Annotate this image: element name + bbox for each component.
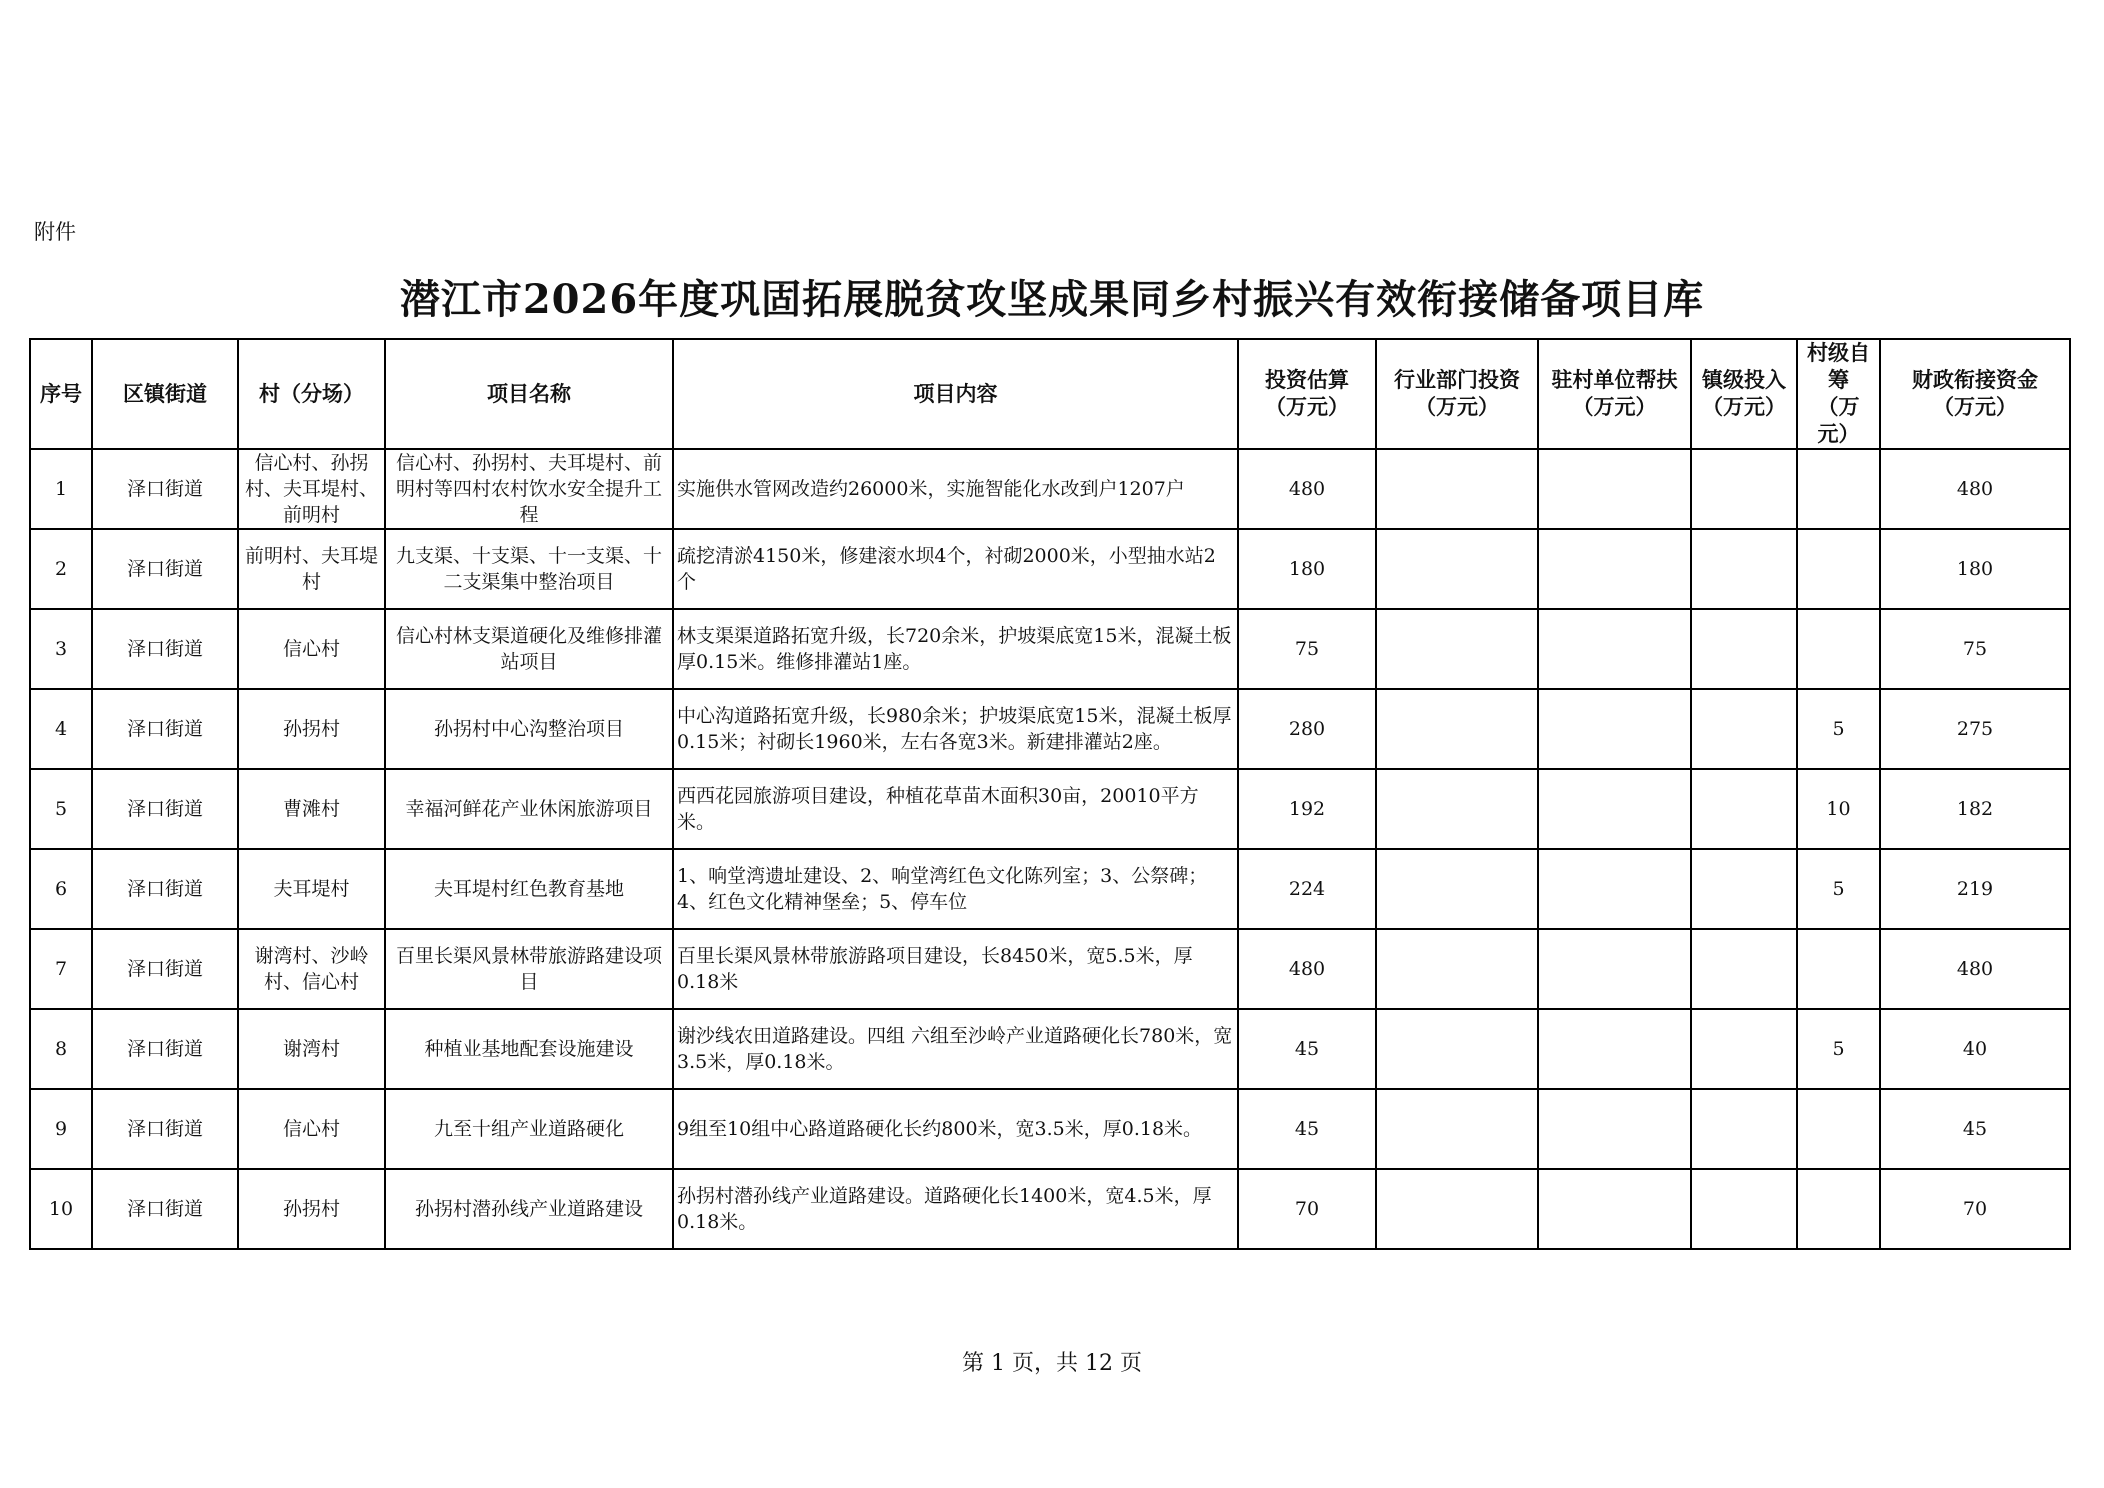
page-title: 潜江市2026年度巩固拓展脱贫攻坚成果同乡村振兴有效衔接储备项目库 bbox=[399, 276, 1705, 323]
table-row bbox=[30, 689, 2070, 769]
cell-district: 泽口街道 bbox=[92, 1009, 238, 1089]
cell-investment: 480 bbox=[1238, 929, 1376, 1009]
project-table bbox=[29, 338, 2071, 1250]
cell-project-name: 百里长渠风景林带旅游路建设项目 bbox=[385, 929, 673, 1009]
cell-district: 泽口街道 bbox=[92, 849, 238, 929]
cell-industry bbox=[1376, 849, 1538, 929]
cell-seq: 9 bbox=[30, 1089, 92, 1169]
table-body bbox=[30, 449, 2070, 1249]
header-unit: （万元） bbox=[1572, 395, 1657, 419]
cell-seq: 7 bbox=[30, 929, 92, 1009]
cell-station bbox=[1538, 1009, 1691, 1089]
header-unit: （万元） bbox=[1415, 395, 1499, 419]
cell-district: 泽口街道 bbox=[92, 769, 238, 849]
cell-industry bbox=[1376, 609, 1538, 689]
header-seq: 序号 bbox=[30, 339, 92, 449]
header-investment-label: 投资估算 bbox=[1265, 368, 1349, 392]
cell-investment: 180 bbox=[1238, 529, 1376, 609]
cell-town bbox=[1691, 689, 1797, 769]
table-row bbox=[30, 449, 2070, 529]
header-unit: （万元） bbox=[1933, 395, 2017, 419]
cell-district: 泽口街道 bbox=[92, 609, 238, 689]
cell-industry bbox=[1376, 529, 1538, 609]
cell-village: 前明村、夫耳堤村 bbox=[238, 529, 385, 609]
cell-project-name: 信心村林支渠道硬化及维修排灌站项目 bbox=[385, 609, 673, 689]
cell-fiscal: 480 bbox=[1880, 449, 2070, 529]
cell-village-self: 5 bbox=[1797, 1009, 1880, 1089]
cell-project-name: 九至十组产业道路硬化 bbox=[385, 1089, 673, 1169]
table-row bbox=[30, 1009, 2070, 1089]
cell-project-content: 1、响堂湾遗址建设、2、响堂湾红色文化陈列室；3、公祭碑；4、红色文化精神堡垒；5、停车位 bbox=[673, 849, 1238, 929]
header-unit: （万元） bbox=[1265, 395, 1349, 419]
cell-town bbox=[1691, 1009, 1797, 1089]
cell-village: 信心村 bbox=[238, 1089, 385, 1169]
cell-village: 曹滩村 bbox=[238, 769, 385, 849]
table-row bbox=[30, 769, 2070, 849]
header-fiscal bbox=[1880, 339, 2070, 449]
table-row bbox=[30, 609, 2070, 689]
cell-village-self bbox=[1797, 1169, 1880, 1249]
cell-station bbox=[1538, 609, 1691, 689]
cell-investment: 192 bbox=[1238, 769, 1376, 849]
header-village-self-label: 村级自筹 bbox=[1807, 341, 1870, 392]
header-investment bbox=[1238, 339, 1376, 449]
cell-village-self: 5 bbox=[1797, 689, 1880, 769]
cell-investment: 45 bbox=[1238, 1089, 1376, 1169]
cell-village-self bbox=[1797, 929, 1880, 1009]
header-town bbox=[1691, 339, 1797, 449]
cell-project-name: 夫耳堤村红色教育基地 bbox=[385, 849, 673, 929]
cell-village: 孙拐村 bbox=[238, 1169, 385, 1249]
page-footer: 第 1 页，共 12 页 bbox=[962, 1351, 1142, 1376]
header-unit: （万元） bbox=[1817, 395, 1860, 446]
cell-district: 泽口街道 bbox=[92, 529, 238, 609]
cell-industry bbox=[1376, 1169, 1538, 1249]
cell-station bbox=[1538, 769, 1691, 849]
cell-station bbox=[1538, 929, 1691, 1009]
cell-project-content: 中心沟道路拓宽升级，长980余米；护坡渠底宽15米，混凝土板厚0.15米；衬砌长1960米，左右各宽3米。新建排灌站2座。 bbox=[673, 689, 1238, 769]
table-row bbox=[30, 929, 2070, 1009]
cell-fiscal: 40 bbox=[1880, 1009, 2070, 1089]
header-station-label: 驻村单位帮扶 bbox=[1551, 368, 1678, 392]
header-industry bbox=[1376, 339, 1538, 449]
cell-station bbox=[1538, 1169, 1691, 1249]
cell-district: 泽口街道 bbox=[92, 449, 238, 529]
cell-district: 泽口街道 bbox=[92, 1089, 238, 1169]
cell-seq: 10 bbox=[30, 1169, 92, 1249]
header-district: 区镇街道 bbox=[92, 339, 238, 449]
cell-industry bbox=[1376, 1009, 1538, 1089]
cell-district: 泽口街道 bbox=[92, 1169, 238, 1249]
cell-investment: 70 bbox=[1238, 1169, 1376, 1249]
cell-seq: 4 bbox=[30, 689, 92, 769]
header-station bbox=[1538, 339, 1691, 449]
header-project-name: 项目名称 bbox=[385, 339, 673, 449]
cell-project-name: 种植业基地配套设施建设 bbox=[385, 1009, 673, 1089]
cell-investment: 45 bbox=[1238, 1009, 1376, 1089]
cell-industry bbox=[1376, 769, 1538, 849]
table-row bbox=[30, 1089, 2070, 1169]
table-row bbox=[30, 529, 2070, 609]
cell-village-self: 10 bbox=[1797, 769, 1880, 849]
table-row bbox=[30, 849, 2070, 929]
cell-project-content: 实施供水管网改造约26000米，实施智能化水改到户1207户 bbox=[673, 449, 1238, 529]
cell-industry bbox=[1376, 689, 1538, 769]
cell-project-name: 孙拐村潜孙线产业道路建设 bbox=[385, 1169, 673, 1249]
cell-seq: 3 bbox=[30, 609, 92, 689]
cell-town bbox=[1691, 929, 1797, 1009]
cell-project-name: 幸福河鲜花产业休闲旅游项目 bbox=[385, 769, 673, 849]
header-village-self bbox=[1797, 339, 1880, 449]
cell-fiscal: 275 bbox=[1880, 689, 2070, 769]
cell-fiscal: 182 bbox=[1880, 769, 2070, 849]
cell-town bbox=[1691, 1089, 1797, 1169]
cell-project-name: 信心村、孙拐村、夫耳堤村、前明村等四村农村饮水安全提升工程 bbox=[385, 449, 673, 529]
cell-village: 谢湾村、沙岭村、信心村 bbox=[238, 929, 385, 1009]
cell-village-self bbox=[1797, 1089, 1880, 1169]
header-industry-label: 行业部门投资 bbox=[1394, 368, 1520, 392]
cell-investment: 280 bbox=[1238, 689, 1376, 769]
header-village: 村（分场） bbox=[238, 339, 385, 449]
table-row bbox=[30, 1169, 2070, 1249]
cell-project-name: 九支渠、十支渠、十一支渠、十二支渠集中整治项目 bbox=[385, 529, 673, 609]
cell-seq: 1 bbox=[30, 449, 92, 529]
cell-seq: 2 bbox=[30, 529, 92, 609]
cell-fiscal: 75 bbox=[1880, 609, 2070, 689]
cell-fiscal: 45 bbox=[1880, 1089, 2070, 1169]
cell-village: 夫耳堤村 bbox=[238, 849, 385, 929]
cell-town bbox=[1691, 609, 1797, 689]
cell-village: 孙拐村 bbox=[238, 689, 385, 769]
cell-project-content: 百里长渠风景林带旅游路项目建设，长8450米，宽5.5米，厚0.18米 bbox=[673, 929, 1238, 1009]
cell-seq: 8 bbox=[30, 1009, 92, 1089]
cell-station bbox=[1538, 1089, 1691, 1169]
cell-investment: 75 bbox=[1238, 609, 1376, 689]
cell-investment: 480 bbox=[1238, 449, 1376, 529]
cell-town bbox=[1691, 849, 1797, 929]
cell-village-self bbox=[1797, 449, 1880, 529]
cell-village: 谢湾村 bbox=[238, 1009, 385, 1089]
cell-industry bbox=[1376, 449, 1538, 529]
header-fiscal-label: 财政衔接资金 bbox=[1912, 368, 2038, 392]
cell-project-content: 西西花园旅游项目建设，种植花草苗木面积30亩，20010平方米。 bbox=[673, 769, 1238, 849]
cell-industry bbox=[1376, 1089, 1538, 1169]
cell-station bbox=[1538, 849, 1691, 929]
header-project-content: 项目内容 bbox=[673, 339, 1238, 449]
cell-project-content: 谢沙线农田道路建设。四组 六组至沙岭产业道路硬化长780米，宽3.5米，厚0.18米。 bbox=[673, 1009, 1238, 1089]
cell-station bbox=[1538, 689, 1691, 769]
cell-station bbox=[1538, 449, 1691, 529]
header-town-label: 镇级投入 bbox=[1702, 368, 1786, 392]
cell-project-content: 疏挖清淤4150米，修建滚水坝4个，衬砌2000米，小型抽水站2个 bbox=[673, 529, 1238, 609]
cell-seq: 5 bbox=[30, 769, 92, 849]
cell-project-content: 林支渠渠道路拓宽升级，长720余米，护坡渠底宽15米，混凝土板厚0.15米。维修排灌站1座。 bbox=[673, 609, 1238, 689]
cell-district: 泽口街道 bbox=[92, 689, 238, 769]
cell-village-self: 5 bbox=[1797, 849, 1880, 929]
cell-fiscal: 70 bbox=[1880, 1169, 2070, 1249]
header-unit: （万元） bbox=[1702, 395, 1786, 419]
cell-industry bbox=[1376, 929, 1538, 1009]
cell-village-self bbox=[1797, 609, 1880, 689]
cell-village: 信心村、孙拐村、夫耳堤村、前明村 bbox=[238, 449, 385, 529]
cell-district: 泽口街道 bbox=[92, 929, 238, 1009]
cell-town bbox=[1691, 449, 1797, 529]
cell-town bbox=[1691, 769, 1797, 849]
cell-village: 信心村 bbox=[238, 609, 385, 689]
cell-investment: 224 bbox=[1238, 849, 1376, 929]
cell-seq: 6 bbox=[30, 849, 92, 929]
attachment-label: 附件 bbox=[34, 220, 76, 244]
cell-town bbox=[1691, 1169, 1797, 1249]
cell-project-content: 孙拐村潜孙线产业道路建设。道路硬化长1400米，宽4.5米，厚0.18米。 bbox=[673, 1169, 1238, 1249]
cell-project-name: 孙拐村中心沟整治项目 bbox=[385, 689, 673, 769]
header-row bbox=[30, 339, 2070, 449]
cell-town bbox=[1691, 529, 1797, 609]
cell-village-self bbox=[1797, 529, 1880, 609]
cell-fiscal: 180 bbox=[1880, 529, 2070, 609]
cell-station bbox=[1538, 529, 1691, 609]
cell-project-content: 9组至10组中心路道路硬化长约800米，宽3.5米，厚0.18米。 bbox=[673, 1089, 1238, 1169]
cell-fiscal: 219 bbox=[1880, 849, 2070, 929]
cell-fiscal: 480 bbox=[1880, 929, 2070, 1009]
